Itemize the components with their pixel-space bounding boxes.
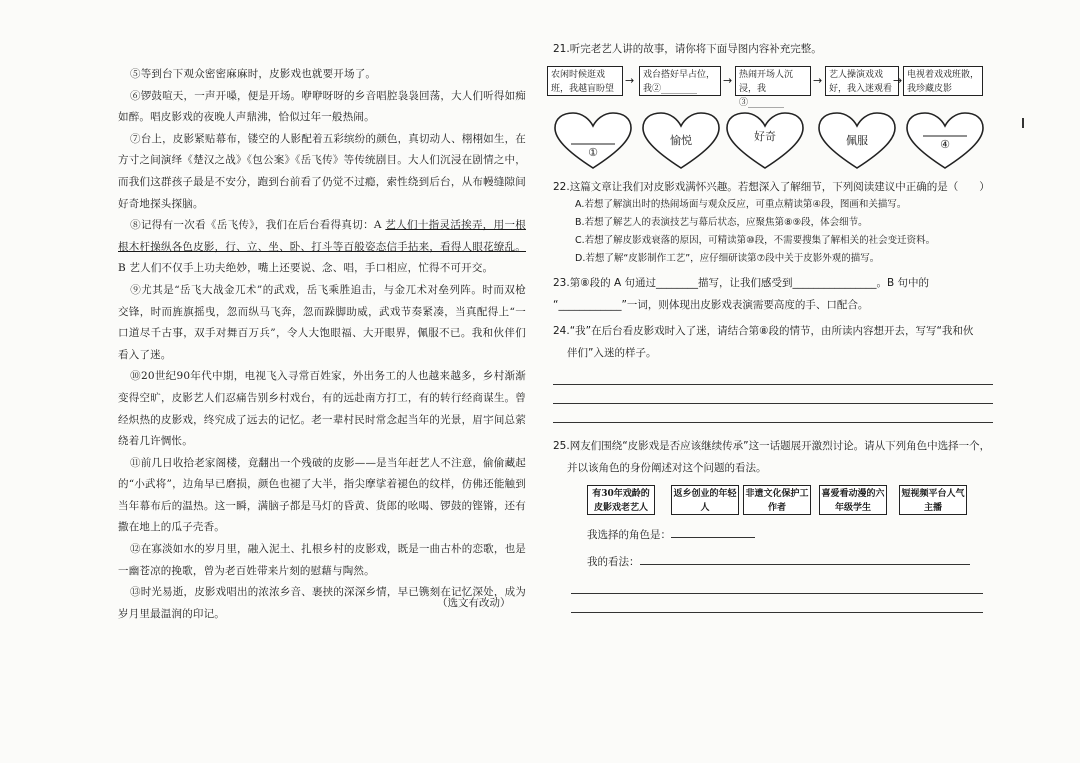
paragraph-6: ⑥锣鼓喧天，一声开嗓，便是开场。咿咿呀呀的乡音唱腔袅袅回荡，大人们听得如痴如醉。唱皮影戏的夜晚人声鼎沸，恰似过年一般热闹。 [118,89,526,124]
role-choice-blank[interactable] [671,537,755,538]
paragraph-5: ⑤等到台下观众密密麻麻时，皮影戏也就要开场了。 [130,68,377,80]
heart-4: 佩服 [817,112,897,170]
paragraph-8: ⑧记得有一次看《岳飞传》，我们在后台看得真切：A 艺人们十指灵活挨弄，用一根根木杆操纵各色皮影，行、立、坐、卧、打斗等百般姿态信手拈来，看得人眼花缭乱。B 艺人们不仅手上功夫绝妙，嘴上还要说、念、唱，手口相应，忙得不可开交。 [118,219,526,275]
answer-line[interactable] [553,385,993,404]
q23-line-2: “____________”一词，则体现出皮影戏表演需要高度的手、口配合。 [553,299,869,311]
role-heritage-worker[interactable]: 非遗文化保护工作者 [743,485,811,515]
flow-box-3[interactable]: 热闹开场人沉浸，我③________ [735,66,811,96]
sentence-a-underlined: 艺人们十指灵活挨弄，用一根根木杆操纵各色皮影，行、立、坐、卧、打斗等百般姿态信手拈来，看得人眼花缭乱。 [118,219,526,253]
q23-line-1: 23.第⑧段的 A 句通过________描写，让我们感受到________________。B 句中的 [553,277,930,289]
paragraph-13: ⑬时光易逝，皮影戏唱出的浓浓乡音、裹挟的深深乡情，早已镌刻在记忆深处，成为岁月里最温润的印记。 [118,586,526,620]
paragraph-9: ⑨尤其是“岳飞大战金兀术”的武戏，岳飞乘胜追击，与金兀术对垒列阵。时而双枪交锋，时而旌旗摇曳，忽而纵马飞奔，忽而跺脚助威，武戏节奏紧凑，当真配得上“一口道尽千古事，双手对舞百万兵”，令人大饱眼福、大开眼界，佩服不已。我和伙伴们看入了迷。 [118,283,526,361]
role-young-entrepreneur[interactable]: 返乡创业的年轻人 [671,485,739,515]
arrow-right-icon: → [813,74,823,87]
q25-roles [553,485,993,521]
q22-option-a[interactable]: A.若想了解演出时的热闹场面与观众反应，可重点精读第④段，图画和关描写。 [575,199,907,210]
q21-hearts [553,112,993,174]
role-streamer[interactable]: 短视频平台人气主播 [899,485,967,515]
q22-option-c[interactable]: C.若想了解皮影戏衰落的原因，可精读第⑩段，不需要搜集了解相关的社会变迁资料。 [575,235,936,246]
q25-line-2: 并以该角色的身份阐述对这个问题的看法。 [567,462,767,474]
q25-line-1: 25.网友们围绕“皮影戏是否应该继续传承”这一话题展开激烈讨论。请从下列角色中选择一个， [553,440,991,452]
questions-column [553,40,993,613]
arrow-right-icon: → [625,74,635,87]
paragraph-10: ⑩20世纪90年代中期，电视飞入寻常百姓家，外出务工的人也越来越多，乡村渐渐变得空旷，皮影艺人们忍痛告别乡村戏台，有的远赴南方打工，有的转行经商谋生。曾经炽热的皮影戏，终究成了远去的记忆。老一辈村民时常念起当年的光景，眉宇间总萦绕着几许惆怅。 [118,370,526,448]
role-student[interactable]: 喜爱看动漫的六年级学生 [819,485,887,515]
arrow-right-icon: → [723,74,733,87]
flow-box-1: 农闲时候逛戏班，我越盲盼望 [547,66,623,96]
source-note: （选文有改动） [437,597,511,609]
answer-line[interactable] [571,575,983,594]
heart-3: 好奇 [725,112,805,170]
q21-flowchart [553,66,993,106]
paragraph-7: ⑦台上，皮影紧贴幕布，镂空的人影配着五彩缤纷的颜色，真切动人、栩栩如生，在方寸之间演绎《楚汉之战》《包公案》《岳飞传》等传统剧目。大人们沉浸在剧情之中，而我们这群孩子最是不安分，跑到台前看了仍觉不过瘾，索性绕到后台，从布幔缝隙间好奇地探头探脑。 [118,132,526,210]
view-blank[interactable] [640,564,970,565]
q24-line-2: 伴们”入迷的样子。 [567,347,657,359]
q24-line-1: 24.“我”在后台看皮影戏时入了迷，请结合第⑧段的情节，由所读内容想开去，写写“我和伙 [553,325,974,337]
passage-column [118,64,526,625]
heart-2: 愉悦 [641,112,721,170]
q22-title: 22.这篇文章让我们对皮影戏满怀兴趣。若想深入了解细节，下列阅读建议中正确的是（ ） [553,181,990,193]
flow-box-2[interactable]: 戏台搭好早占位，我②________ [639,66,721,96]
scan-mark [1022,118,1024,128]
heart-icon [553,112,633,170]
flow-box-4: 艺人操演戏戏好，我入迷观看 [825,66,899,96]
paragraph-12: ⑫在寡淡如水的岁月里，融入泥土、扎根乡村的皮影戏，既是一曲古朴的恋歌，也是一幽苍凉的挽歌，曾为老百姓带来片刻的慰藉与陶然。 [118,543,526,577]
role-choice-row: 我选择的角色是： [587,527,993,542]
view-row: 我的看法： [587,554,993,569]
q21-title: 21.听完老艺人讲的故事，请你将下面导图内容补充完整。 [553,43,822,55]
answer-line[interactable] [571,594,983,613]
answer-line[interactable] [553,366,993,385]
q22-option-b[interactable]: B.若想了解艺人的表演技艺与幕后状态，应聚焦第⑧⑨段，体会细节。 [575,217,868,228]
arrow-right-icon: → [893,74,903,87]
paragraph-11: ⑪前几日收拾老家阁楼，竟翻出一个残破的皮影——是当年赶艺人不注意，偷偷藏起的“小武将”，边角早已磨损，颜色也褪了大半，指尖摩挲着褪色的纹样，仿佛还能触到当年幕布后的温热。这一瞬，满脑子都是马灯的昏黄、货郎的吆喝、锣鼓的铿锵，还有撒在地上的瓜子壳香。 [118,456,526,534]
role-old-artist[interactable]: 有30年戏龄的皮影戏老艺人 [587,485,655,515]
flow-box-5: 电视着戏戏班散，我珍藏皮影 [903,66,983,96]
heart-5[interactable]: ④ [905,112,985,170]
heart-1[interactable]: ① [553,112,633,170]
q22-option-d[interactable]: D.若想了解“皮影制作工艺”，应仔细研读第⑦段中关于皮影外观的描写。 [575,253,880,264]
answer-line[interactable] [553,404,993,423]
